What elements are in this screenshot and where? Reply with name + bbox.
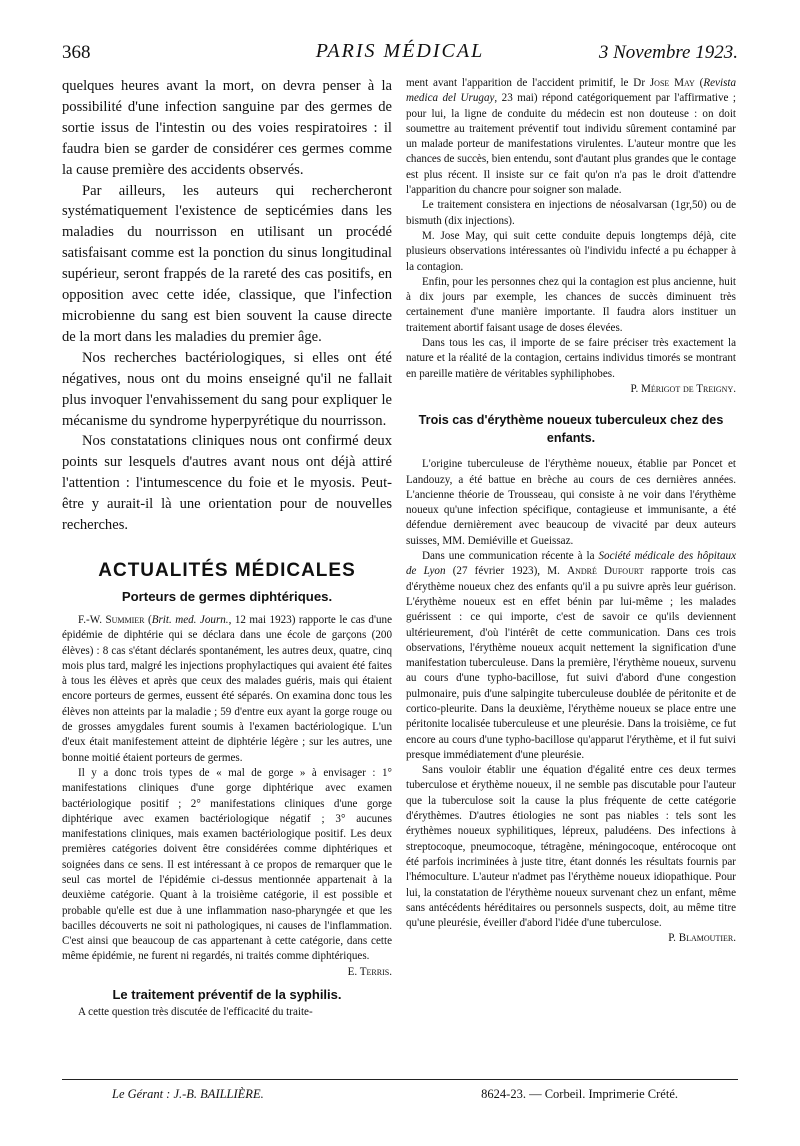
text-fragment: ( (144, 613, 152, 626)
author-name: André Dufourt (567, 565, 644, 578)
text-fragment: rapporte trois cas d'érythème noueux chez des enfants qu'il a pu suivre après leur guérison. L'érythème noueux est en effet bénin par lui-même ; les malades guérissent : ce qui importe, c'est de savoir ce qu'ils deviennent ultérieurement, d'où l'intérêt de cette communication. Dans ces trois observations, l'érythème noueux acquit nettement la signification d'une manifestation tuberculeuse. Dans la première, l'érythème noueux, survenu au cours d'une typho-bacillose, fut suivi d'abord d'une congestion pulmonaire, puis d'une salpingite tuberculeuse doublée de péritonite et de cortico-pleurite. Dans la deuxième, l'érythème noueux se place entre une péritonite localisée tuberculeuse et une pleurésie. Dans la troisième, ce fut encore au cours d'une typho-bacillose qu'apparut l'érythème, et il fut suivi presque immédiatement d'une pleurésie. (406, 565, 736, 761)
text-fragment: ment avant l'apparition de l'accident primitif, le Dr (406, 77, 650, 89)
paragraph: Par ailleurs, les auteurs qui rechercheront systématiquement l'existence de septicémies dans les maladies du nourrisson en utilisant un procédé satisfaisant comme est la ponction du sinus longitudinal supérieur, seront frappés de la rareté des cas positifs, en opposition avec cette idée, classique, que l'infection microbienne du sang est bien souvent la cause directe de la mort dans les maladies du premier âge. (62, 182, 392, 345)
printer-line: 8624-23. — Corbeil. Imprimerie Crété. (481, 1087, 678, 1101)
section-title: ACTUALITÉS MÉDICALES (98, 559, 356, 581)
paragraph (406, 549, 736, 763)
author-name: F.-W. Summier (78, 613, 145, 626)
paragraph: Il y a donc trois types de « mal de gorge » à envisager : 1° manifestations cliniques d'une gorge diphtérique avec examen bactériologique positif ; 2° manifestations cliniques d'une gorge diphtérique avec examen bactériologique négatif ; 3° aucunes manifestations cliniques, mais examen bactériologique positif. Les deux premières catégories doivent être considérées comme diphtériques et soignées dans ce sens. Il est intéressant à ce propos de remarquer que le seul cas mortel de l'épidémie ci-dessus mentionnée appartenait à la deuxième catégorie. Quant à la troisième catégorie, il est possible et probable qu'elle est due à une inflammation naso-pharyngée et que les bacilles découverts ne soit ni pathologiques, ni causes de l'inflammation. C'est ainsi que beaucoup de cas appartenant à cette catégorie, dans cette même épidémie, ne furent ni regardés, ni traités comme diphtériques. (62, 766, 392, 963)
paragraph: A cette question très discutée de l'efficacité du traite- (78, 1006, 313, 1019)
article-continuation (62, 76, 392, 536)
text-fragment: , 12 mai 1923) rapporte le cas d'une épidémie de diphtérie qui se déclara dans une école de garçons (200 élèves) : 8 cas s'étant déclarés spontanément, les autres deux, quatre, cinq mois plus tard, malgré les injections prophylactiques qui avaient été faites à tous les élèves et après que ceux des malades guéris, mais qui étaient encore porteurs de germes, eussent été séparés. On examina donc tous les élèves non atteints par la maladie ; 59 d'entre eux ayant la gorge rouge ou de grosses amygdales furent soumis à l'examen bactériologique. L'un d'eux était manifestement atteint de diphtérie légère ; sur les autres, une bonne moitié étaient porteurs de germes. (62, 613, 392, 764)
article-title: Trois cas d'érythème noueux tuberculeux chez des enfants. (418, 413, 724, 446)
paragraph: Dans tous les cas, il importe de se faire préciser très exactement la nature et la réalité de la contagion, certains individus timorés se montrant en pareille matière de véritables syphiliphobes. (406, 337, 736, 380)
paragraph (406, 76, 736, 198)
paragraph: L'origine tuberculeuse de l'érythème noueux, établie par Poncet et Landouzy, a été battue en brèche au cours de ces dernières années. L'ancienne théorie de Trousseau, qui consiste à ne voir dans l'érythème noueux qu'une infection spécifique, contagieuse et immunisante, a été défendue dernièrement avec beaucoup de vivacité par deux auteurs suisses, MM. Demiéville et Gueissaz. (406, 458, 736, 547)
society-ref: Société médicale des hôpitaux de Lyon (406, 550, 736, 578)
article-title: Le traitement préventif de la syphilis. (112, 987, 342, 1003)
paragraph: quelques heures avant la mort, on devra penser à la possibilité d'une infection sanguine par des germes de sortie issus de l'intestin ou des voies respiratoires : il faudra bien se garder de considérer ces germes comme la cause première des accidents observés. (62, 78, 392, 178)
paragraph: M. Jose May, qui suit cette conduite depuis longtemps déjà, cite plusieurs observations intéressantes où l'individu infecté a pu échapper à la contagion. (406, 229, 736, 273)
journal-ref: Brit. med. Journ. (151, 613, 229, 626)
left-column (62, 76, 392, 1072)
issue-date: 3 Novembre 1923. (598, 42, 738, 63)
paragraph: Le traitement consistera en injections de néosalvarsan (1gr,50) ou de bismuth (dix injections). (406, 199, 736, 227)
footer-rule (62, 1079, 738, 1080)
article-syphilis-cont (406, 76, 736, 397)
journal-ref: Revista medica del Urugay (406, 77, 736, 105)
signature: E. Terris. (347, 965, 392, 978)
paragraph: Enfin, pour les personnes chez qui la contagion est plus ancienne, huit à dix jours par exemple, les chances de succès diminuent très certainement d'une manière importante. Il faudra alors instituer un traitement abortif faisant usage de doses élevées. (406, 275, 736, 334)
right-column (406, 76, 736, 1072)
article-erythema (406, 457, 736, 947)
running-header (62, 38, 738, 68)
text-fragment: ( (694, 77, 704, 89)
signature: P. Mérigot de Treigny. (630, 382, 736, 395)
paragraph: Nos constatations cliniques nous ont confirmé deux points sur lesquels d'autres avant nous ont déjà attiré l'attention : l'intumescence du foie et le myosis. Peut-être y aurait-il là une orientation pour de nouvelles recherches. (62, 433, 392, 534)
paragraph: Nos recherches bactériologiques, si elles ont été négatives, nous ont du moins enseigné qu'il ne fallait plus invoquer l'envahissement du sang pour expliquer le mécanisme du syndrome hyperpyrétique du nourrisson. (62, 349, 392, 429)
text-fragment: , 23 mai) répond catégoriquement par l'affirmative ; pour lui, la ligne de conduite du médecin est non douteuse : on doit soumettre au traitement préventif tout individu sûrement contaminé par un malade porteur de manifestations virulentes. L'auteur montre que les chances de succès, bien entendu, sont d'autant plus grandes que le contage est plus récent. Il insiste sur ce fait qu'on n'a pas le droit d'attendre l'apparition du chancre pour soigner son malade. (406, 92, 736, 197)
article-syphilis-start (62, 1005, 392, 1020)
gerant-line: Le Gérant : J.-B. BAILLIÈRE. (112, 1087, 264, 1101)
article-diphtheria (62, 613, 392, 980)
author-name: Jose May (649, 77, 695, 89)
page-footer (62, 1087, 738, 1105)
text-fragment: Dans une communication récente à la (422, 550, 599, 563)
journal-title: PARIS MÉDICAL (315, 40, 485, 62)
page-number: 368 (62, 42, 91, 63)
paragraph (62, 613, 392, 766)
signature: P. Blamoutier. (668, 932, 736, 945)
article-title: Porteurs de germes diphtériques. (121, 588, 333, 604)
text-fragment: (27 février 1923), M. (445, 565, 568, 578)
paragraph: Sans vouloir établir une équation d'égalité entre ces deux termes tuberculose et érythème noueux, il ne semble pas discutable pour l'auteur que la tuberculose soit la cause la plus fréquente de cette catégorie d'érythèmes. D'autres étiologies ne sont pas niables : tels sont les érythèmes noueux syphilitiques, lépreux, paludéens. Des infections à streptocoque, pneumocoque, tétragène, méningocoque, entérocoque ont été parfois incriminées à juste titre, étant donnés les résultats fournis par l'hémoculture. L'auteur n'admet pas l'érythème noueux idiopathique. Pour lui, la constatation de l'érythème noueux survenant chez un enfant, même sans antécédents héréditaires ou personnels suspects, doit, au même titre qu'une pleurésie, éveiller d'abord l'idée d'une tuberculose. (406, 764, 736, 930)
